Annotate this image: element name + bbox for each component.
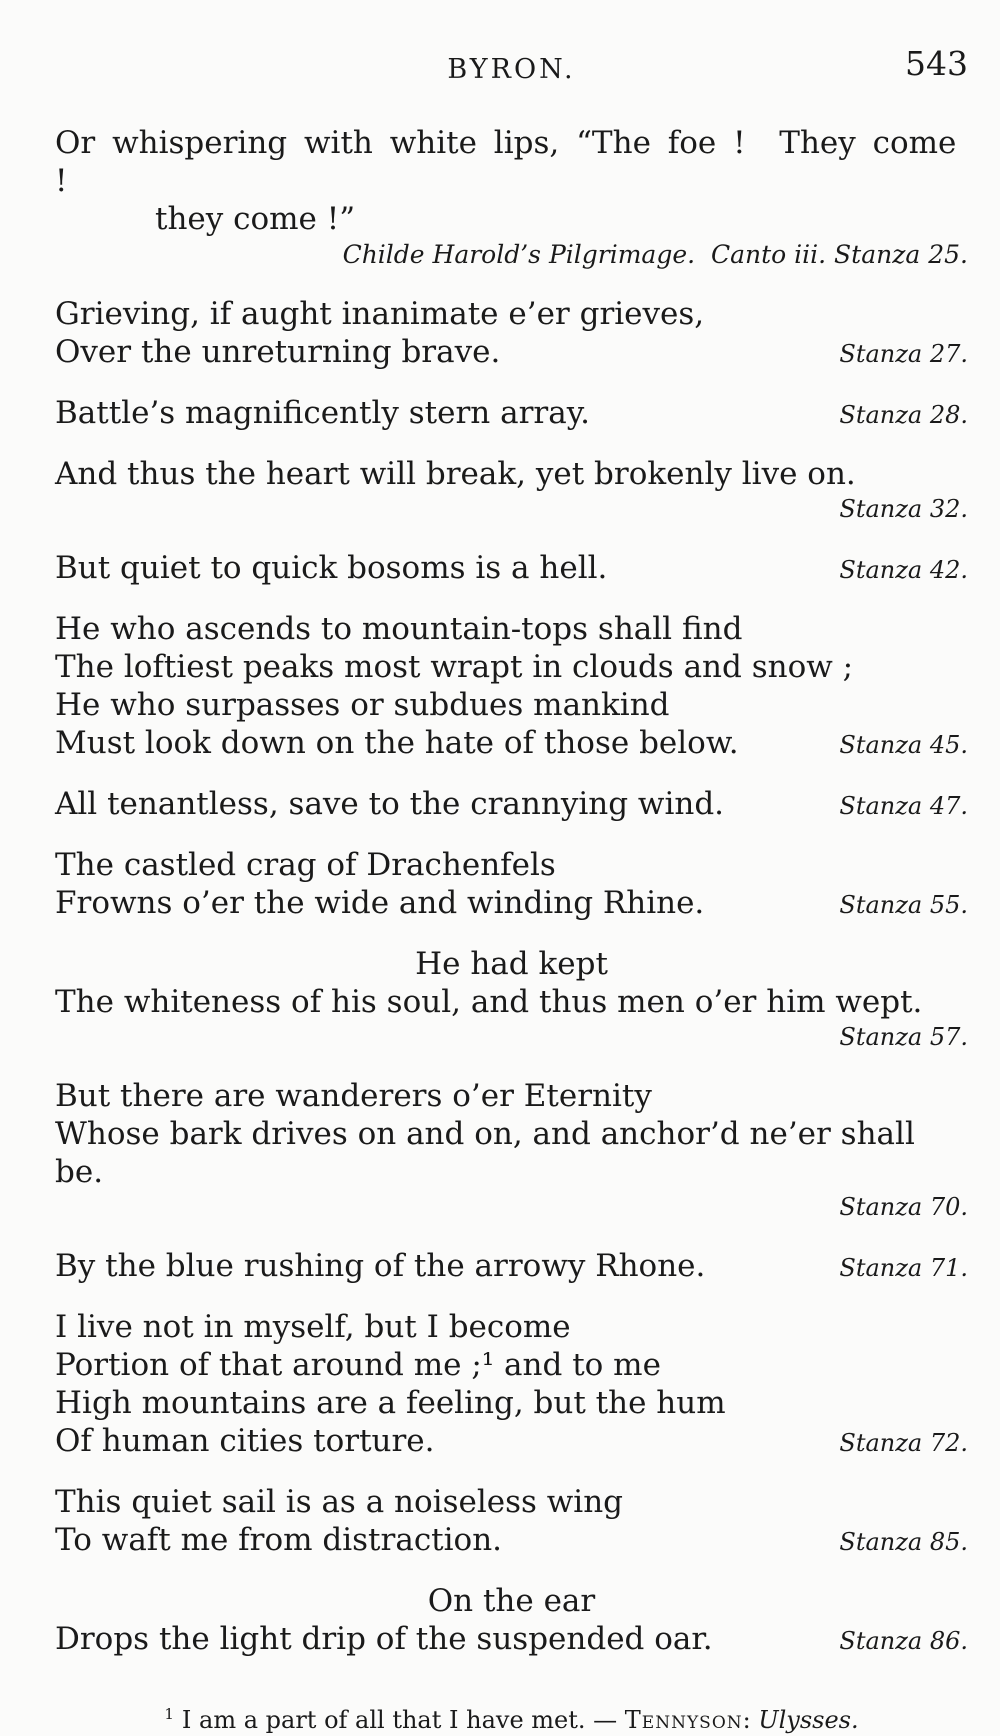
quote-block (55, 295, 968, 373)
quote-block (55, 124, 974, 274)
verse-line (55, 1582, 968, 1620)
stanza-citation: Stanza 47. (839, 792, 968, 820)
verse-line (55, 1346, 968, 1384)
footnote-segment: Tennyson (624, 1706, 743, 1734)
stanza-citation: Stanza 71. (839, 1254, 968, 1282)
quotes (55, 124, 974, 1660)
verse-text: He had kept (415, 946, 608, 982)
quote-block (55, 1308, 968, 1462)
verse-line (55, 1384, 968, 1422)
verse-line (55, 549, 968, 589)
stanza-citation: Stanza 42. (839, 556, 968, 584)
quote-block (55, 1247, 968, 1287)
verse-line (55, 1115, 968, 1191)
stanza-citation: Stanza 85. (839, 1528, 968, 1556)
verse-line (55, 884, 968, 924)
quote-block (55, 846, 968, 924)
verse-line (55, 455, 968, 493)
verse-line (55, 1483, 968, 1521)
verse-text: Of human cities torture. (55, 1423, 435, 1459)
verse-text: He who surpasses or subdues mankind (55, 687, 670, 723)
verse-text: To waft me from distraction. (55, 1522, 503, 1558)
running-head (55, 44, 968, 90)
citation-line (55, 493, 968, 528)
stanza-citation: Stanza 86. (839, 1627, 968, 1655)
verse-line (55, 846, 968, 884)
quote-block (55, 1077, 968, 1226)
verse-line (55, 983, 968, 1021)
verse-line (55, 724, 968, 764)
verse-text: This quiet sail is as a noiseless wing (55, 1484, 624, 1520)
quote-block (55, 394, 968, 434)
stanza-citation: Stanza 55. (839, 891, 968, 919)
verse-text: Battle’s magnificently stern array. (55, 395, 590, 431)
verse-line (55, 648, 968, 686)
verse-line (55, 1077, 968, 1115)
verse-line (55, 1521, 968, 1561)
stanza-citation: Stanza 28. (839, 401, 968, 429)
verse-text: Whose bark drives on and on, and anchor’d ne’er shall be. (55, 1116, 925, 1190)
verse-line (55, 610, 968, 648)
quote-block (55, 610, 968, 764)
verse-text: Portion of that around me ;¹ and to me (55, 1347, 661, 1383)
quote-block (55, 785, 968, 825)
stanza-citation: Stanza 57. (839, 1023, 968, 1051)
footnote-segment: Ulysses. (758, 1706, 859, 1734)
citation-line (55, 1191, 968, 1226)
verse-text: All tenantless, save to the crannying wind. (55, 786, 725, 822)
stanza-citation: Stanza 72. (839, 1429, 968, 1457)
verse-text: High mountains are a feeling, but the hum (55, 1385, 726, 1421)
verse-line (55, 200, 968, 238)
verse-text: Must look down on the hate of those below. (55, 725, 739, 761)
verse-text: And thus the heart will break, yet brokenly live on. (55, 456, 856, 492)
verse-line (55, 333, 968, 373)
verse-text: The loftiest peaks most wrapt in clouds and snow ; (55, 649, 854, 685)
stanza-citation: Stanza 32. (839, 495, 968, 523)
verse-text: Frowns o’er the wide and winding Rhine. (55, 885, 705, 921)
verse-line (55, 1422, 968, 1462)
source-citation: Childe Harold’s Pilgrimage. Canto iii. Stanza 25. (342, 240, 968, 269)
verse-line (55, 295, 968, 333)
verse-text: The whiteness of his soul, and thus men o’er him wept. (55, 984, 923, 1020)
quote-block (55, 455, 968, 528)
verse-text: Grieving, if aught inanimate e’er grieves, (55, 296, 705, 332)
verse-text: But there are wanderers o’er Eternity (55, 1078, 652, 1114)
verse-line (55, 1308, 968, 1346)
verse-text: By the blue rushing of the arrowy Rhone. (55, 1248, 706, 1284)
citation-line (55, 238, 968, 274)
page-number: 543 (905, 44, 968, 83)
verse-line (55, 686, 968, 724)
verse-text: On the ear (427, 1583, 596, 1619)
stanza-citation: Stanza 27. (839, 340, 968, 368)
verse-text: Over the unreturning brave. (55, 334, 501, 370)
verse-line (55, 394, 968, 434)
verse-text: But quiet to quick bosoms is a hell. (55, 550, 608, 586)
footnote-marker: 1 (164, 1705, 174, 1723)
verse-text: they come !” (155, 201, 356, 237)
footnote-segment: : (742, 1706, 759, 1734)
quote-block (55, 1582, 968, 1660)
footnote-text (182, 1706, 859, 1734)
quote-block (55, 549, 968, 589)
verse-line (55, 124, 974, 200)
verse-text: Or whispering with white lips, “The foe ! They come ! (55, 125, 974, 199)
stanza-citation: Stanza 70. (839, 1193, 968, 1221)
quote-block (55, 1483, 968, 1561)
citation-line (55, 1021, 968, 1056)
verse-text: I live not in myself, but I become (55, 1309, 571, 1345)
stanza-citation: Stanza 45. (839, 731, 968, 759)
quote-block (55, 945, 968, 1056)
verse-text: Drops the light drip of the suspended oar. (55, 1621, 713, 1657)
footnote-segment: I am a part of all that I have met. — (181, 1706, 625, 1734)
verse-line (55, 1620, 968, 1660)
verse-line (55, 1247, 968, 1287)
verse-text: The castled crag of Drachenfels (55, 847, 556, 883)
footnote (55, 1704, 968, 1736)
verse-line (55, 945, 968, 983)
verse-line (55, 785, 968, 825)
page-title: BYRON. (447, 54, 576, 85)
verse-text: He who ascends to mountain-tops shall find (55, 611, 743, 647)
